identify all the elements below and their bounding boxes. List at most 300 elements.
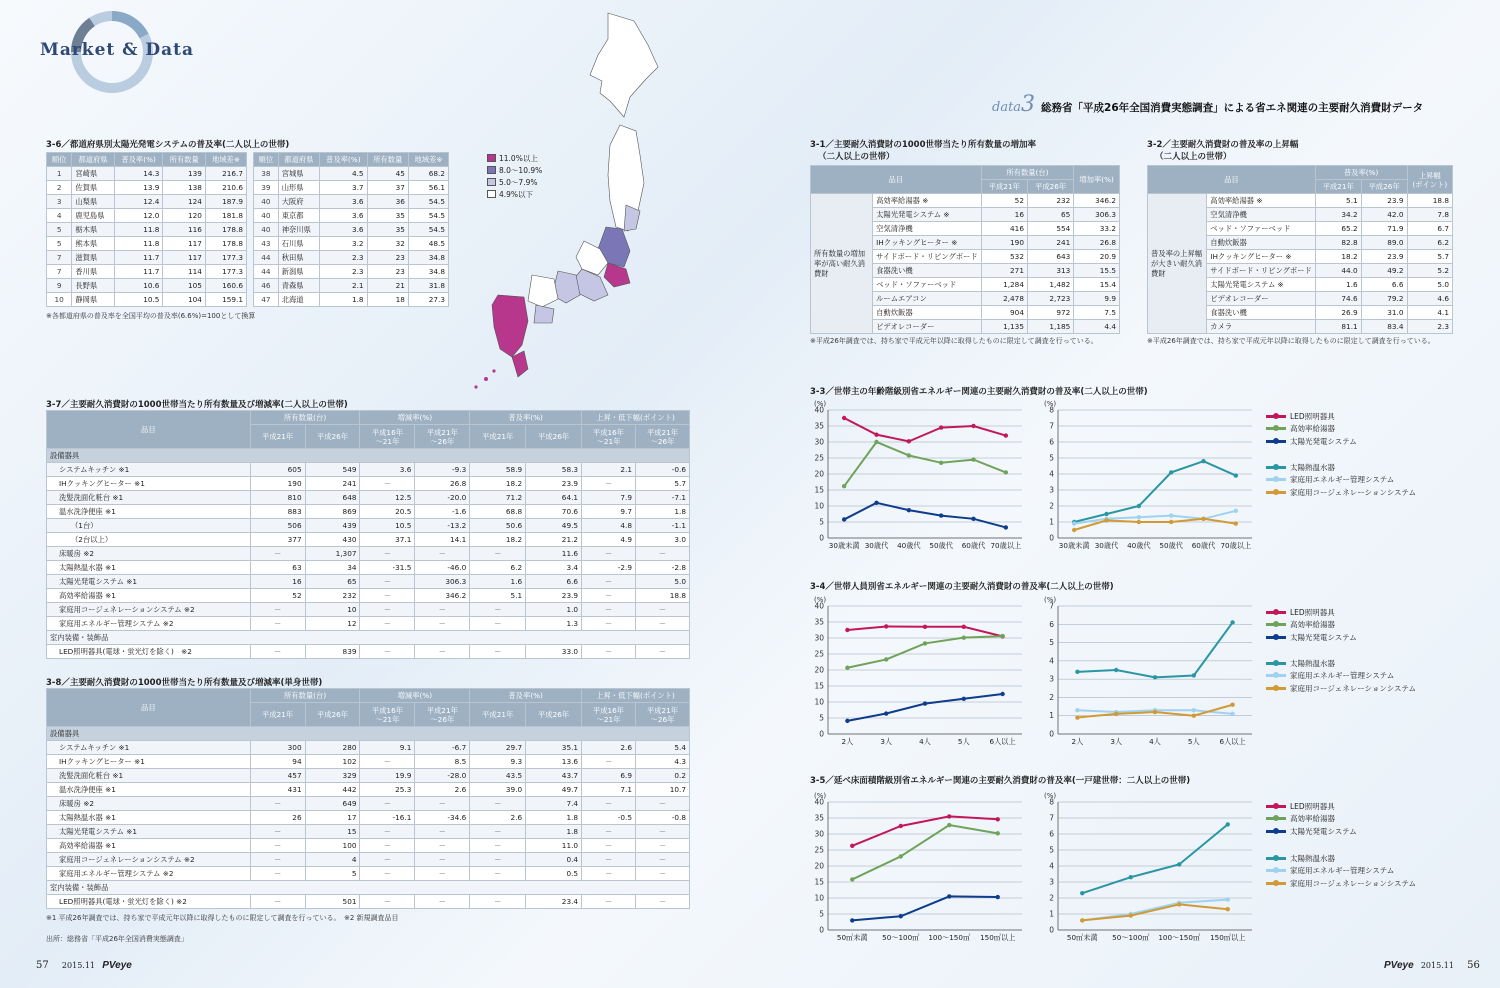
data-point bbox=[1192, 714, 1196, 718]
table-cell: 滋賀県 bbox=[72, 251, 114, 265]
table-cell: -0.5 bbox=[582, 811, 636, 825]
table-cell: － bbox=[250, 839, 305, 853]
table-row bbox=[47, 825, 690, 839]
table-cell: 10.6 bbox=[114, 279, 163, 293]
table-cell: 430 bbox=[305, 533, 360, 547]
table-cell: － bbox=[470, 867, 526, 881]
table-cell: 187.9 bbox=[205, 195, 246, 209]
table-cell: 120 bbox=[163, 209, 205, 223]
table-cell: 58.3 bbox=[526, 463, 582, 477]
data-point bbox=[1234, 473, 1238, 477]
table-cell: 306.3 bbox=[415, 575, 470, 589]
legend-label: 家庭用コージェネレーションシステム bbox=[1290, 878, 1416, 888]
col-header-pen: 普及率(%) bbox=[470, 411, 582, 425]
row-group-label: 所有数量の増加率が高い耐久消費財 bbox=[811, 194, 873, 334]
table-row bbox=[47, 603, 690, 617]
table-row bbox=[47, 293, 247, 307]
table-cell: 26 bbox=[250, 811, 305, 825]
y-tick-label: 40 bbox=[814, 405, 824, 415]
y-tick-label: 5 bbox=[819, 713, 824, 723]
header-row bbox=[1148, 166, 1453, 180]
legend-line-icon bbox=[1266, 882, 1286, 885]
legend-label: 家庭用コージェネレーションシステム bbox=[1290, 683, 1416, 693]
table-cell: － bbox=[470, 547, 526, 561]
data-point bbox=[845, 719, 849, 723]
table-cell: 2.6 bbox=[415, 783, 470, 797]
legend-label: 太陽熱温水器 bbox=[1290, 462, 1335, 472]
table-cell: 7.5 bbox=[1074, 306, 1120, 320]
legend-34-a bbox=[1266, 606, 1357, 644]
data-point bbox=[1075, 708, 1079, 712]
legend-label: LED照明器具 bbox=[1290, 607, 1335, 617]
y-unit-label: (%) bbox=[814, 400, 827, 408]
legend-label: 家庭用エネルギー管理システム bbox=[1290, 866, 1395, 876]
data-point bbox=[842, 484, 846, 488]
series-line bbox=[847, 694, 1002, 721]
data-point bbox=[1075, 715, 1079, 719]
table-cell: サイドボード・リビングボード bbox=[1207, 264, 1316, 278]
table-cell: － bbox=[415, 853, 470, 867]
table-row bbox=[47, 589, 690, 603]
col-header: 地域差※ bbox=[408, 153, 448, 167]
col-header-rate: 増減率(%) bbox=[360, 689, 470, 703]
table-cell: 65.2 bbox=[1315, 222, 1361, 236]
table-cell: 39.0 bbox=[470, 783, 526, 797]
table-cell: （1台） bbox=[47, 519, 251, 533]
table-cell: 神奈川県 bbox=[278, 223, 319, 237]
table-cell: 4.6 bbox=[1407, 292, 1452, 306]
t31-table bbox=[810, 165, 1120, 334]
table-cell: -7.1 bbox=[635, 491, 689, 505]
left-issue: 2015.11 bbox=[61, 961, 96, 970]
table-cell: 52 bbox=[981, 194, 1027, 208]
table-cell: 6.7 bbox=[1407, 222, 1452, 236]
table-cell: 1,482 bbox=[1027, 278, 1073, 292]
table-cell: 68.8 bbox=[470, 505, 526, 519]
table-cell: － bbox=[415, 867, 470, 881]
table-cell: 1 bbox=[47, 167, 72, 181]
legend-line-icon bbox=[1266, 687, 1286, 690]
col-header-rate: 増減率(%) bbox=[360, 411, 470, 425]
table-cell: 4.8 bbox=[582, 519, 636, 533]
y-tick-label: 1 bbox=[1049, 711, 1054, 721]
table-row bbox=[254, 237, 449, 251]
table-cell: 241 bbox=[305, 477, 360, 491]
table-cell: 18.2 bbox=[470, 533, 526, 547]
table-cell: 温水洗浄便座 ※1 bbox=[47, 783, 251, 797]
table-row bbox=[47, 797, 690, 811]
y-tick-label: 25 bbox=[814, 453, 824, 463]
data-point bbox=[923, 701, 927, 705]
table-cell: － bbox=[360, 477, 415, 491]
table-cell: 6.9 bbox=[582, 769, 636, 783]
table-cell: 14.1 bbox=[415, 533, 470, 547]
table-row bbox=[47, 839, 690, 853]
table-cell: 2.3 bbox=[320, 251, 367, 265]
col-header: 順位 bbox=[254, 153, 279, 167]
x-tick-label: 5人 bbox=[1187, 737, 1200, 746]
legend-line-icon bbox=[1266, 440, 1286, 443]
table-cell: 食器洗い機 bbox=[1207, 306, 1316, 320]
map-legend-item bbox=[487, 164, 542, 176]
data-point bbox=[1114, 712, 1118, 716]
table-cell: 25.3 bbox=[360, 783, 415, 797]
y-tick-label: 5 bbox=[819, 909, 824, 919]
table-cell: IHクッキングヒーター ※ bbox=[873, 236, 982, 250]
legend-swatch bbox=[487, 178, 496, 186]
table-cell: 138 bbox=[163, 181, 205, 195]
legend-item bbox=[1266, 461, 1416, 474]
table-cell: － bbox=[635, 839, 689, 853]
data-point bbox=[939, 461, 943, 465]
y-unit-label: (%) bbox=[1044, 792, 1057, 800]
table-cell: 3.6 bbox=[320, 223, 367, 237]
table-cell: － bbox=[250, 645, 305, 659]
table-cell: 26.8 bbox=[415, 477, 470, 491]
data-point bbox=[1153, 710, 1157, 714]
legend-line-icon bbox=[1266, 662, 1286, 665]
table-cell: 9.9 bbox=[1074, 292, 1120, 306]
right-brand: PVeye bbox=[1384, 960, 1414, 971]
table-cell: － bbox=[250, 617, 305, 631]
x-tick-label: 40歳代 bbox=[897, 541, 921, 550]
table-cell: － bbox=[582, 797, 636, 811]
table-cell: － bbox=[582, 839, 636, 853]
table-cell: 18.8 bbox=[1407, 194, 1452, 208]
table-cell: 20.5 bbox=[360, 505, 415, 519]
y-tick-label: 3 bbox=[1049, 674, 1054, 684]
x-tick-label: 100〜150㎡ bbox=[928, 933, 971, 942]
data-point bbox=[850, 844, 854, 848]
col-subheader: 平成26年 bbox=[305, 703, 360, 727]
data-point bbox=[996, 831, 1000, 835]
y-tick-label: 30 bbox=[814, 437, 824, 447]
table-cell: 23.9 bbox=[1361, 194, 1407, 208]
group-label: 室内装備・装飾品 bbox=[47, 631, 690, 645]
legend-label: LED照明器具 bbox=[1290, 801, 1335, 811]
legend-item bbox=[1266, 852, 1416, 865]
t31-title bbox=[810, 138, 1036, 162]
table-cell: 83.4 bbox=[1361, 320, 1407, 334]
data-point bbox=[899, 914, 903, 918]
table-cell: 床暖房 ※2 bbox=[47, 547, 251, 561]
data-point bbox=[1137, 520, 1141, 524]
map-legend-item bbox=[487, 152, 542, 164]
chart-35-right bbox=[1030, 790, 1260, 950]
c35-title: 3-5／延べ床面積階級別省エネルギー関連の主要耐久消費財の普及率(一戸建世帯：二人以上の世帯) bbox=[810, 776, 1191, 786]
data-point bbox=[971, 424, 975, 428]
legend-item bbox=[1266, 877, 1416, 890]
table-cell: － bbox=[470, 895, 526, 909]
table-cell: 48.5 bbox=[408, 237, 448, 251]
t31-title-line1: 3-1／主要耐久消費財の1000世帯当たり所有数量の増加率 bbox=[810, 140, 1037, 150]
table-cell: -20.0 bbox=[415, 491, 470, 505]
table-cell: － bbox=[415, 645, 470, 659]
table-cell: 68.2 bbox=[408, 167, 448, 181]
table-cell: 5.4 bbox=[635, 741, 689, 755]
table-cell: 青森県 bbox=[278, 279, 319, 293]
table-cell: 58.9 bbox=[470, 463, 526, 477]
table-row bbox=[254, 223, 449, 237]
x-tick-label: 2人 bbox=[841, 737, 854, 746]
legend-swatch bbox=[487, 166, 496, 174]
t36-left-table bbox=[46, 152, 247, 307]
table-cell: LED照明器具(電球・蛍光灯を除く) ※2 bbox=[47, 645, 251, 659]
footer-right bbox=[1384, 960, 1480, 971]
col-header: 普及率(%) bbox=[114, 153, 163, 167]
table-cell: 3 bbox=[47, 195, 72, 209]
table-cell: 79.2 bbox=[1361, 292, 1407, 306]
table-cell: 49.2 bbox=[1361, 264, 1407, 278]
y-tick-label: 25 bbox=[814, 845, 824, 855]
table-cell: 377 bbox=[250, 533, 305, 547]
data-point bbox=[907, 439, 911, 443]
table-cell: 52 bbox=[250, 589, 305, 603]
table-cell: 3.6 bbox=[320, 195, 367, 209]
table-cell: 18 bbox=[367, 293, 408, 307]
header-row bbox=[47, 411, 690, 425]
legend-34-b bbox=[1266, 657, 1416, 695]
table-cell: 4.5 bbox=[320, 167, 367, 181]
col-header-item: 品目 bbox=[47, 411, 251, 449]
table-cell: 869 bbox=[305, 505, 360, 519]
table-cell: 16 bbox=[981, 208, 1027, 222]
table-cell: 空気清浄機 bbox=[1207, 208, 1316, 222]
table-cell: 太陽光発電システム ※1 bbox=[47, 575, 251, 589]
data-point bbox=[1201, 517, 1205, 521]
table-cell: － bbox=[582, 645, 636, 659]
table-cell: 7 bbox=[47, 265, 72, 279]
table-cell: 1.8 bbox=[635, 505, 689, 519]
table-cell: 33.2 bbox=[1074, 222, 1120, 236]
table-row bbox=[254, 265, 449, 279]
x-tick-label: 70歳以上 bbox=[990, 541, 1022, 550]
table-row bbox=[47, 533, 690, 547]
x-tick-label: 4人 bbox=[1149, 737, 1161, 746]
data-point bbox=[1226, 907, 1230, 911]
table-cell: 27.3 bbox=[408, 293, 448, 307]
series-line bbox=[1074, 461, 1236, 522]
table-cell: 643 bbox=[1027, 250, 1073, 264]
legend-item bbox=[1266, 670, 1416, 683]
table-row bbox=[47, 811, 690, 825]
table-cell: 23.9 bbox=[526, 589, 582, 603]
header-row bbox=[811, 166, 1120, 180]
table-cell: 1,185 bbox=[1027, 320, 1073, 334]
t32-table bbox=[1147, 165, 1453, 334]
y-tick-label: 8 bbox=[1049, 797, 1054, 807]
x-tick-label: 5人 bbox=[957, 737, 970, 746]
legend-label: 太陽光発電システム bbox=[1290, 826, 1357, 836]
y-tick-label: 7 bbox=[1049, 813, 1054, 823]
table-cell: 554 bbox=[1027, 222, 1073, 236]
table-cell: － bbox=[360, 867, 415, 881]
t31-note: ※平成26年調査では、持ち家で平成元年以降に取得したものに限定して調査を行っている。 bbox=[810, 337, 1098, 345]
table-cell: － bbox=[582, 867, 636, 881]
t36-note: ※各都道府県の普及率を全国平均の普及率(6.6%)=100として換算 bbox=[46, 312, 256, 320]
data-point bbox=[884, 711, 888, 715]
data-point bbox=[874, 501, 878, 505]
y-tick-label: 0 bbox=[819, 729, 824, 739]
table-cell: 177.3 bbox=[205, 251, 246, 265]
table-cell: 45 bbox=[367, 167, 408, 181]
table-cell: 5 bbox=[47, 223, 72, 237]
y-tick-label: 1 bbox=[1049, 517, 1054, 527]
table-cell: － bbox=[582, 547, 636, 561]
table-cell: 43.7 bbox=[526, 769, 582, 783]
col-subheader: 平成26年 bbox=[305, 425, 360, 449]
table-cell: 4.4 bbox=[1074, 320, 1120, 334]
header-row bbox=[47, 153, 247, 167]
table-cell: 栃木県 bbox=[72, 223, 114, 237]
table-cell: 232 bbox=[1027, 194, 1073, 208]
y-tick-label: 20 bbox=[814, 861, 824, 871]
y-tick-label: 5 bbox=[1049, 845, 1054, 855]
table-cell: 5.1 bbox=[1315, 194, 1361, 208]
table-cell: 空気清浄機 bbox=[873, 222, 982, 236]
col-header: 所有数量 bbox=[367, 153, 408, 167]
data-point bbox=[923, 625, 927, 629]
left-page-number: 57 bbox=[36, 960, 49, 971]
table-cell: 177.3 bbox=[205, 265, 246, 279]
data-point bbox=[1226, 897, 1230, 901]
table-cell: 2.3 bbox=[1407, 320, 1452, 334]
table-cell: 232 bbox=[305, 589, 360, 603]
table-cell: 北海道 bbox=[278, 293, 319, 307]
table-row bbox=[47, 783, 690, 797]
hokkaido-shape bbox=[590, 13, 658, 117]
table-cell: － bbox=[360, 589, 415, 603]
y-tick-label: 1 bbox=[1049, 909, 1054, 919]
x-tick-label: 50歳代 bbox=[1159, 541, 1183, 550]
table-cell: 16 bbox=[250, 575, 305, 589]
group-row bbox=[47, 631, 690, 645]
table-cell: 117 bbox=[163, 251, 205, 265]
table-cell: IHクッキングヒーター ※1 bbox=[47, 755, 251, 769]
col-header: 地域差※ bbox=[205, 153, 246, 167]
data-point bbox=[850, 877, 854, 881]
table-cell: 40 bbox=[254, 209, 279, 223]
data-point bbox=[939, 425, 943, 429]
table-cell: 43 bbox=[254, 237, 279, 251]
data-point bbox=[907, 508, 911, 512]
y-tick-label: 35 bbox=[814, 813, 824, 823]
t32-title-line2: （二人以上の世帯） bbox=[1155, 152, 1232, 162]
series-line bbox=[844, 418, 1006, 441]
legend-label: 太陽熱温水器 bbox=[1290, 658, 1335, 668]
data-point bbox=[1137, 504, 1141, 508]
col-subheader: 平成21年 bbox=[250, 703, 305, 727]
table-cell: 洗髪洗面化粧台 ※1 bbox=[47, 491, 251, 505]
table-cell: 0.4 bbox=[526, 853, 582, 867]
y-tick-label: 0 bbox=[1049, 729, 1054, 739]
table-cell: － bbox=[582, 895, 636, 909]
table-row bbox=[47, 755, 690, 769]
table-cell: 1.8 bbox=[320, 293, 367, 307]
table-cell: 香川県 bbox=[72, 265, 114, 279]
table-cell: 自動炊飯器 bbox=[1207, 236, 1316, 250]
table-cell: 14.3 bbox=[114, 167, 163, 181]
table-cell: 346.2 bbox=[415, 589, 470, 603]
data-point bbox=[962, 625, 966, 629]
table-cell: 178.8 bbox=[205, 223, 246, 237]
page-headline: 総務省「平成26年全国消費実態調査」による省エネ関連の主要耐久消費財データ bbox=[1041, 102, 1424, 114]
col-subheader: 平成26年 bbox=[526, 425, 582, 449]
data-point bbox=[947, 823, 951, 827]
table-cell: 64.1 bbox=[526, 491, 582, 505]
y-tick-label: 15 bbox=[814, 485, 824, 495]
table-cell: 0.5 bbox=[526, 867, 582, 881]
table-cell: 904 bbox=[981, 306, 1027, 320]
table-cell: 439 bbox=[305, 519, 360, 533]
table-cell: － bbox=[415, 617, 470, 631]
table-cell: カメラ bbox=[1207, 320, 1316, 334]
table-cell: 佐賀県 bbox=[72, 181, 114, 195]
t37-title: 3-7／主要耐久消費財の1000世帯当たり所有数量及び増減率(二人以上の世帯) bbox=[46, 400, 348, 410]
data-point bbox=[996, 895, 1000, 899]
table-cell: 11.7 bbox=[114, 251, 163, 265]
table-cell: － bbox=[250, 895, 305, 909]
table-cell: 宮城県 bbox=[278, 167, 319, 181]
table-cell: 太陽光発電システム ※ bbox=[1207, 278, 1316, 292]
data-point bbox=[1072, 521, 1076, 525]
table-cell: 9.7 bbox=[582, 505, 636, 519]
data-point bbox=[842, 517, 846, 521]
table-cell: 8.5 bbox=[415, 755, 470, 769]
table-cell: 10.5 bbox=[360, 519, 415, 533]
y-tick-label: 6 bbox=[1049, 619, 1054, 629]
y-unit-label: (%) bbox=[1044, 400, 1057, 408]
table-cell: 104 bbox=[163, 293, 205, 307]
table-cell: － bbox=[635, 797, 689, 811]
table-cell: 37 bbox=[367, 181, 408, 195]
table-cell: 7.1 bbox=[582, 783, 636, 797]
table-row bbox=[47, 519, 690, 533]
table-cell: 117 bbox=[163, 237, 205, 251]
col-header-pt: 上昇・低下幅(ポイント) bbox=[582, 689, 690, 703]
data-point bbox=[1072, 528, 1076, 532]
table-cell: 605 bbox=[250, 463, 305, 477]
y-tick-label: 10 bbox=[814, 501, 824, 511]
table-cell: -34.6 bbox=[415, 811, 470, 825]
table-cell: 1.3 bbox=[526, 617, 582, 631]
x-tick-label: 30歳未満 bbox=[1058, 541, 1090, 550]
table-cell: 43.5 bbox=[470, 769, 526, 783]
y-tick-label: 10 bbox=[814, 697, 824, 707]
table-cell: 71.9 bbox=[1361, 222, 1407, 236]
col-subheader: 平成21年 〜26年 bbox=[635, 425, 689, 449]
y-tick-label: 2 bbox=[1049, 893, 1054, 903]
table-row bbox=[811, 194, 1120, 208]
legend-35-b bbox=[1266, 852, 1416, 890]
col-header-rate: 上昇幅 (ポイント) bbox=[1407, 166, 1452, 194]
table-cell: － bbox=[635, 895, 689, 909]
legend-label: LED照明器具 bbox=[1290, 411, 1335, 421]
table-row bbox=[47, 167, 247, 181]
table-cell: 1,135 bbox=[981, 320, 1027, 334]
data-point bbox=[1226, 822, 1230, 826]
legend-line-icon bbox=[1266, 857, 1286, 860]
col-header-group: 普及率(%) bbox=[1315, 166, 1407, 180]
data-point bbox=[1201, 459, 1205, 463]
table-cell: 6.2 bbox=[1407, 236, 1452, 250]
series-line bbox=[844, 503, 1006, 528]
table-cell: － bbox=[250, 547, 305, 561]
table-cell: － bbox=[360, 575, 415, 589]
y-tick-label: 2 bbox=[1049, 692, 1054, 702]
table-row bbox=[47, 181, 247, 195]
table-cell: 5.0 bbox=[635, 575, 689, 589]
